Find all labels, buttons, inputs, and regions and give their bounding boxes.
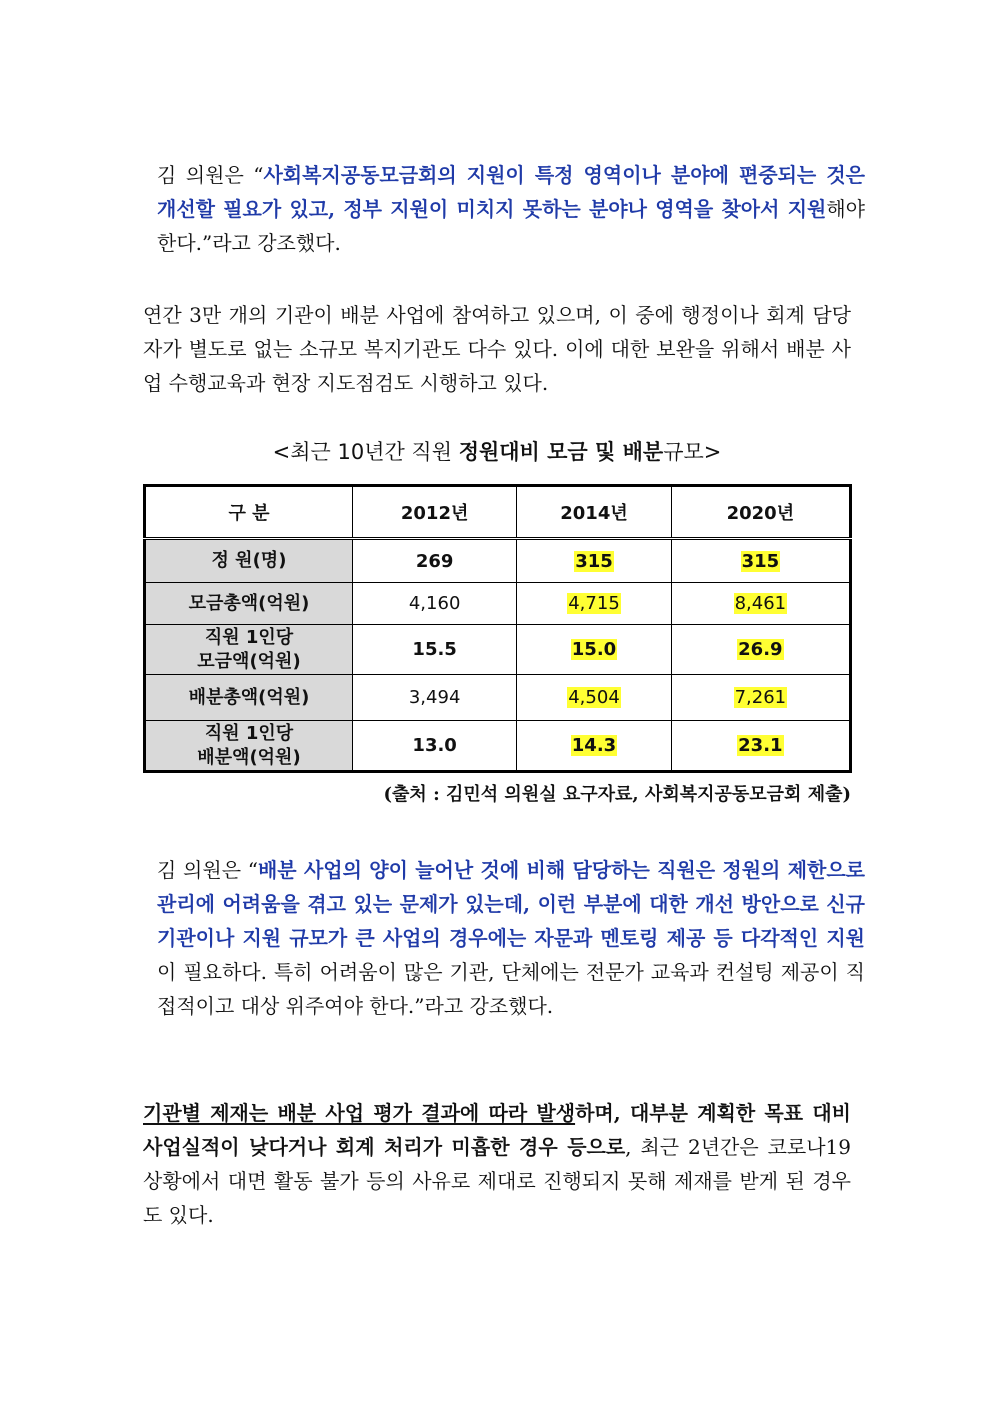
- cell-value-highlighted: 26.9: [738, 639, 783, 660]
- row-label-quota: [145, 539, 353, 583]
- table-cell: [671, 583, 850, 625]
- staff-fundraising-table: [143, 484, 852, 773]
- paragraph-3: [143, 853, 865, 1023]
- para3-lead: 김 의원은 “: [157, 858, 258, 882]
- table-cell: [517, 539, 671, 583]
- row-label-text: 모금액(억원): [197, 650, 301, 672]
- cell-value-highlighted: 8,461: [734, 593, 787, 614]
- row-label-text: 직원 1인당: [204, 626, 294, 648]
- row-label-distribution-per-staff: [145, 721, 353, 772]
- table-cell: [352, 583, 516, 625]
- cell-value: 13.0: [412, 735, 457, 756]
- table-cell: [671, 721, 850, 772]
- row-label-text: 정 원(명): [211, 550, 287, 571]
- table-row: [145, 539, 851, 583]
- cell-value: 269: [415, 550, 454, 572]
- table-row: [145, 583, 851, 625]
- row-label-text: 모금총액(억원): [188, 592, 310, 614]
- para1-rest: 해야 한다.”라고 강조했다.: [157, 197, 865, 255]
- cell-value-highlighted: 15.0: [571, 639, 617, 660]
- table-cell: [517, 583, 671, 625]
- table-cell: [517, 721, 671, 772]
- header-2020: 2020년: [671, 486, 850, 539]
- header-2012: 2012년: [352, 486, 516, 539]
- row-label-text: 배분액(억원): [197, 746, 301, 768]
- row-label-fundraising-total: [145, 583, 353, 625]
- table-row: [145, 721, 851, 772]
- paragraph-1: [143, 158, 865, 260]
- table-source-note: (출처 : 김민석 의원실 요구자료, 사회복지공동모금회 제출): [383, 784, 851, 805]
- para3-quote: 배분 사업의 양이 늘어난 것에 비해 담당하는 직원은 정원의 제한으로 관리에 어려움을 겪고 있는 문제가 있는데, 이런 부분에 대한 개선 방안으로 신규기관이나 지원 규모가 큰 사업의 경우에는 자문과 멘토링 제공 등 다각적인 지원: [157, 858, 865, 950]
- table-row: [145, 675, 851, 721]
- para4-bold: 하며, 대부분 계획한 목표 대비 사업실적이 낮다거나 회계 처리가 미흡한 경우 등으로: [143, 1101, 851, 1159]
- header-category: 구 분: [145, 486, 353, 539]
- table-cell: [352, 675, 516, 721]
- cell-value-highlighted: 7,261: [734, 687, 787, 708]
- table-cell: [671, 625, 850, 675]
- paragraph-4: [143, 1096, 851, 1232]
- para4-rest: , 최근 2년간은 코로나19 상황에서 대면 활동 불가 등의 사유로 제대로 진행되지 못해 제재를 받게 된 경우도 있다.: [143, 1135, 851, 1227]
- table-row: [145, 625, 851, 675]
- row-label-distribution-total: [145, 675, 353, 721]
- cell-value-highlighted: 4,504: [568, 687, 620, 708]
- table-cell: [352, 721, 516, 772]
- para1-quote: 사회복지공동모금회의 지원이 특정 영역이나 분야에 편중되는 것은 개선할 필요가 있고, 정부 지원이 미치지 못하는 분야나 영역을 찾아서 지원: [157, 163, 865, 221]
- table-header-row: [145, 486, 851, 539]
- cell-value-highlighted: 4,715: [568, 593, 620, 614]
- table-cell: [517, 625, 671, 675]
- paragraph-2: 연간 3만 개의 기관이 배분 사업에 참여하고 있으며, 이 중에 행정이나 회계 담당자가 별도로 없는 소규모 복지기관도 다수 있다. 이에 대한 보완을 위해서 배분 사업 수행교육과 현장 지도점검도 시행하고 있다.: [143, 303, 851, 395]
- cell-value-highlighted: 23.1: [738, 735, 783, 756]
- para4-underlined: 기관별 제재는 배분 사업 평가 결과에 따라 발생: [143, 1101, 576, 1125]
- caption-post: 규모>: [663, 440, 722, 464]
- cell-value: 15.5: [412, 639, 457, 660]
- cell-value: 3,494: [408, 687, 461, 708]
- header-2014: 2014년: [517, 486, 671, 539]
- table-caption: [143, 437, 851, 467]
- row-label-text: 배분총액(억원): [188, 686, 310, 708]
- para3-rest: 이 필요하다. 특히 어려움이 많은 기관, 단체에는 전문가 교육과 컨설팅 제공이 직접적이고 대상 위주여야 한다.”라고 강조했다.: [157, 960, 865, 1018]
- row-label-fundraising-per-staff: [145, 625, 353, 675]
- table-cell: [671, 539, 850, 583]
- row-label-text: 직원 1인당: [204, 722, 294, 744]
- caption-pre: <최근 10년간 직원: [272, 440, 459, 464]
- table-cell: [671, 675, 850, 721]
- table-cell: [352, 539, 516, 583]
- cell-value-highlighted: 14.3: [571, 735, 617, 756]
- cell-value-highlighted: 315: [575, 550, 613, 572]
- para1-lead: 김 의원은 “: [157, 163, 264, 187]
- table-cell: [352, 625, 516, 675]
- table-cell: [517, 675, 671, 721]
- cell-value-highlighted: 315: [741, 550, 780, 572]
- caption-bold: 정원대비 모금 및 배분: [458, 440, 664, 464]
- cell-value: 4,160: [408, 593, 461, 614]
